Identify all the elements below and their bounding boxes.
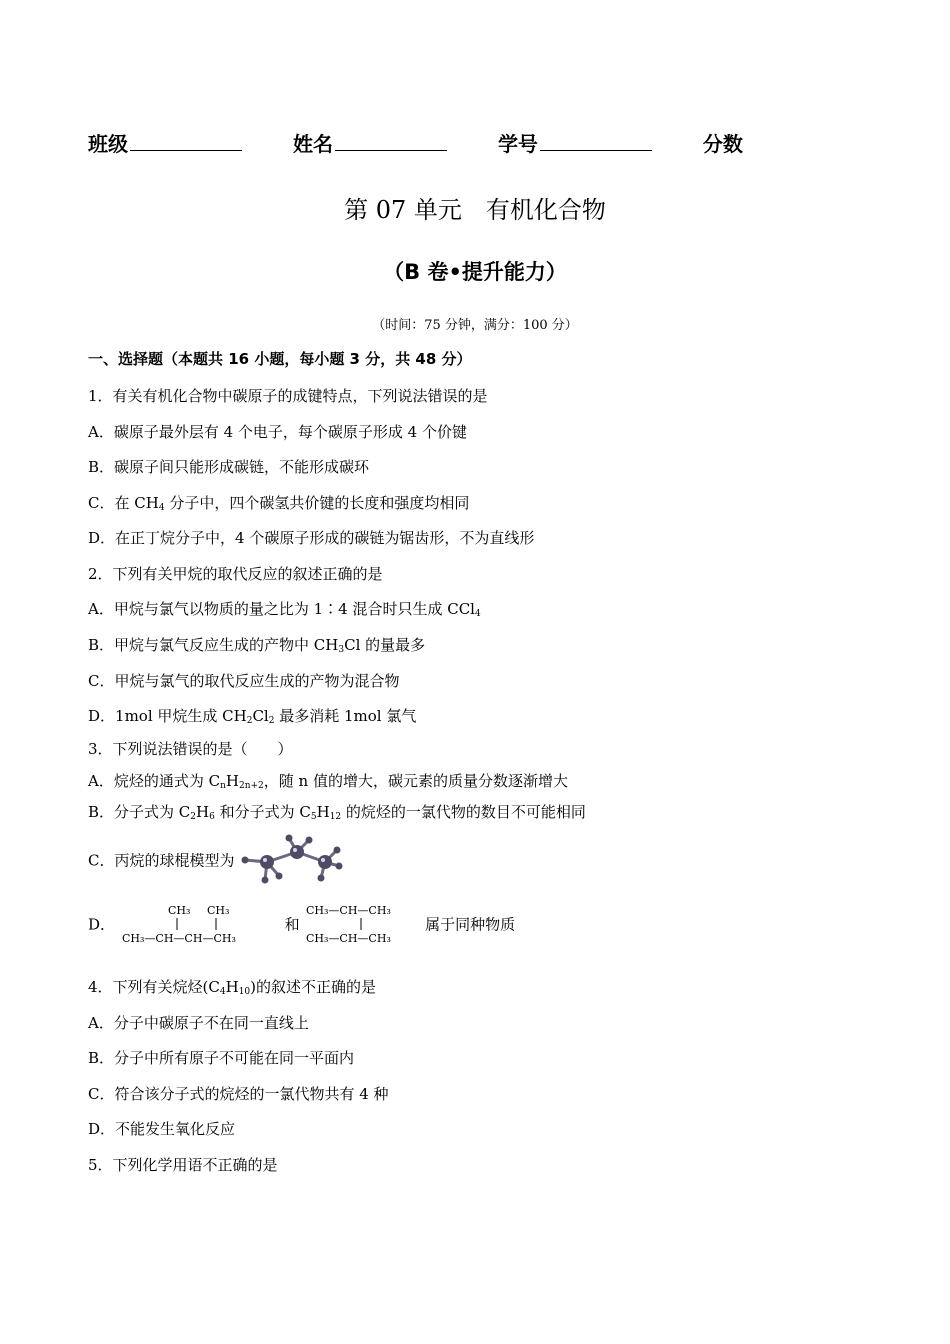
q5-stem: 5．下列化学用语不正确的是: [88, 1156, 278, 1174]
student-id-blank: [540, 132, 652, 151]
q1-option-a: A．碳原子最外层有 4 个电子，每个碳原子形成 4 个价键: [88, 423, 467, 441]
time-info: （时间：75 分钟，满分：100 分）: [372, 318, 578, 333]
formula2-top-chain: CH₃—CH—CH₃: [306, 904, 392, 917]
name-field: 姓名: [293, 128, 447, 157]
q4-option-d: D．不能发生氧化反应: [88, 1120, 236, 1138]
q1-option-c: C．在 $CH_4$ 分子中，四个碳氢共价键的长度和强度均相同: [88, 494, 470, 513]
class-blank: [130, 132, 242, 151]
score-field: 分数: [702, 132, 743, 156]
q1-stem: 1．有关有机化合物中碳原子的成键特点，下列说法错误的是: [88, 387, 488, 405]
q3-option-d: D． CH₃ CH₃ CH₃—CH—CH—CH₃ 和 CH₃—CH—CH₃ CH₃—CH—CH₃ 属于同种物质: [88, 900, 515, 948]
q4-option-a: A．分子中碳原子不在同一直线上: [88, 1014, 309, 1032]
q2-option-a: A．甲烷与氯气以物质的量之比为 1∶4 混合时只生成 CCl$_4$: [88, 600, 481, 619]
q3-option-a: A．烷烃的通式为 $C_nH_{2n+2}$，随 n 值的增大，碳元素的质量分数逐渐增大: [88, 772, 568, 791]
student-id-field: 学号: [498, 128, 652, 157]
q4-stem: 4．下列有关烷烃$(C_4H_{10})$的叙述不正确的是: [88, 978, 377, 997]
formula1-main-chain: CH₃—CH—CH—CH₃: [121, 932, 236, 945]
q2-option-c: C．甲烷与氯气的取代反应生成的产物为混合物: [88, 672, 400, 690]
q2-option-b: B．甲烷与氯气反应生成的产物中 $CH_3Cl$ 的量最多: [88, 636, 426, 655]
q4-option-b: B．分子中所有原子不可能在同一平面内: [88, 1049, 355, 1067]
q1-option-b: B．碳原子间只能形成碳链，不能形成碳环: [88, 458, 370, 476]
propane-ball-stick-model: [239, 832, 343, 888]
student-info-header: [88, 128, 787, 157]
q3-formula-2: [304, 900, 420, 948]
q2-option-d: D．1mol 甲烷生成 $CH_2Cl_2$ 最多消耗 1mol 氯气: [88, 707, 417, 726]
q4-option-c: C．符合该分子式的烷烃的一氯代物共有 4 种: [88, 1085, 389, 1103]
formula1-ch3-top2: CH₃: [206, 904, 230, 917]
q3-formula-1: [120, 900, 280, 948]
q3-option-c: C．丙烷的球棍模型为: [88, 832, 343, 888]
q3-stem: 3．下列说法错误的是（ ）: [88, 740, 293, 758]
q3-option-b: B．分子式为 $C_2H_6$ 和分子式为 $C_5H_{12}$ 的烷烃的一氯代物的数目不可能相同: [88, 803, 586, 822]
name-blank: [335, 132, 447, 151]
q2-stem: 2．下列有关甲烷的取代反应的叙述正确的是: [88, 565, 383, 583]
formula2-bottom-chain: CH₃—CH—CH₃: [306, 932, 392, 945]
page-title: 第 07 单元 有机化合物: [344, 196, 606, 224]
formula1-ch3-top1: CH₃: [167, 904, 191, 917]
class-field: 班级: [88, 128, 242, 157]
page-subtitle: （B 卷•提升能力）: [383, 260, 567, 284]
q1-option-d: D．在正丁烷分子中，4 个碳原子形成的碳链为锯齿形，不为直线形: [88, 529, 535, 547]
section-title: 一、选择题（本题共 16 小题，每小题 3 分，共 48 分）: [88, 350, 472, 368]
